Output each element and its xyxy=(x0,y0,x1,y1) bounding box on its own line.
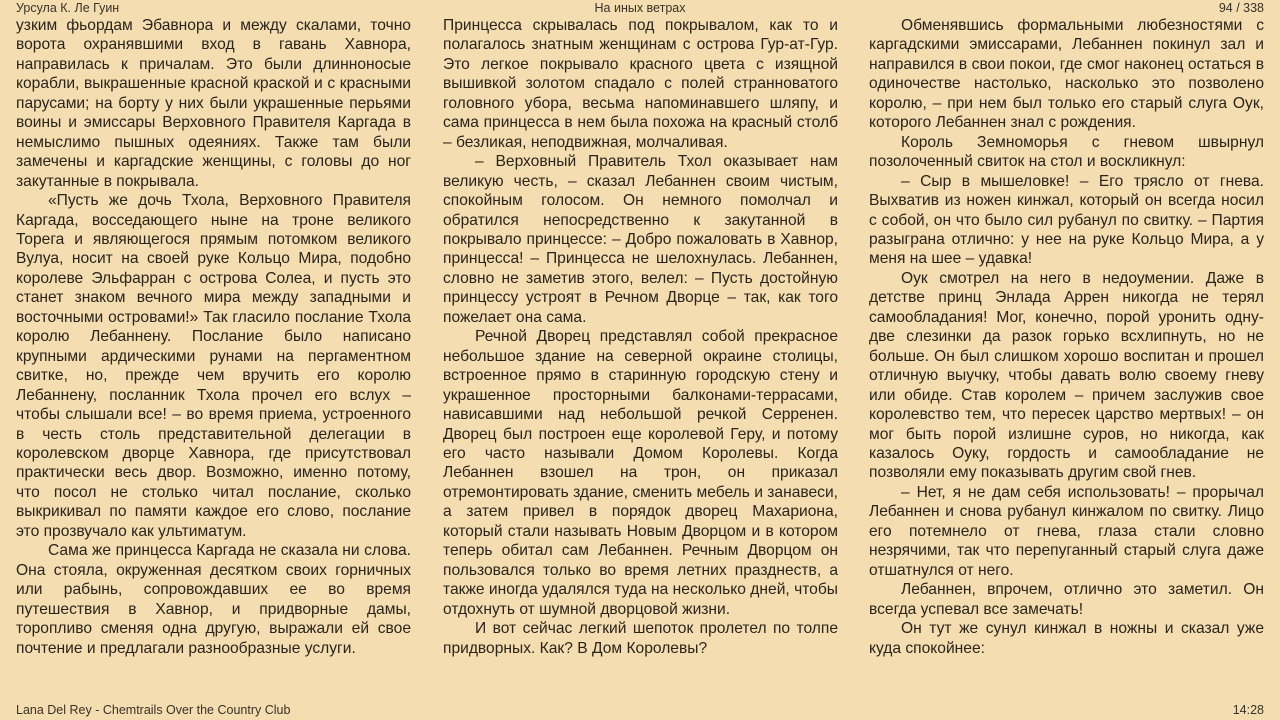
paragraph: Он тут же сунул кинжал в ножны и сказал уже куда спокойнее: xyxy=(869,620,1264,657)
paragraph: – Нет, я не дам себя использовать! – прорычал Лебаннен и снова рубанул кинжалом по свитку. Лицо его потемнело от гнева, глаза стали словно незрячими, так что перепуганный старый слуга даже отшатнулся от него. xyxy=(869,483,1264,579)
paragraph: узким фьордам Эбавнора и между скалами, точно ворота охранявшими вход в гавань Хавнора, направилась к причалам. Это были длинноносые корабли, выкрашенные красной краской и с красными парусами; на борту у них были украшенные перьями воины и эмиссары Верховного Правителя Каргада в немыслимо пышных одеяниях. Также там были замечены и каргадские женщины, с головы до ног закутанные в покрывала. xyxy=(16,17,411,190)
book-author: Урсула К. Ле Гуин xyxy=(16,1,120,15)
now-playing-track[interactable]: Lana Del Rey - Chemtrails Over the Country Club xyxy=(16,703,291,717)
paragraph: Обменявшись формальными любезностями с каргадскими эмиссарами, Лебаннен покинул зал и направился в свои покои, где смог наконец остаться в одиночестве настолько, насколько это позволено королю, – при нем был только его старый слуга Оук, которого Лебаннен знал с рождения. xyxy=(869,17,1264,132)
paragraph: Сама же принцесса Каргада не сказала ни слова. Она стояла, окруженная десятком своих горничных или рабынь, сопровождавших ее во время путешествия в Хавнор, и придворные дамы, торопливо сменяя одна другую, выражали ей свое почтение и предлагали разнообразные услуги. xyxy=(16,542,411,657)
paragraph: Речной Дворец представлял собой прекрасное небольшое здание на северной окраине столицы, встроенное прямо в старинную городскую стену и украшенное просторными балконами-террасами, нависавшими над небольшой речкой Серренен. Дворец был построен еще королевой Геру, и потому его часто называли Домом Королевы. Когда Лебаннен взошел на трон, он приказал отремонтировать здание, сменить мебель и занавеси, а затем привел в порядок дворец Махариона, который стали называть Новым Дворцом и в котором теперь обитал сам Лебаннен. Речным Дворцом он пользовался только во время летних празднеств, а также иногда удалялся туда на несколько дней, чтобы отдохнуть от шумной дворцовой жизни. xyxy=(443,328,838,618)
paragraph: Лебаннен, впрочем, отлично это заметил. Он всегда успевал все замечать! xyxy=(869,581,1264,618)
page-indicator: 94 / 338 xyxy=(1218,1,1264,15)
paragraph: – Сыр в мышеловке! – Его трясло от гнева. Выхватив из ножен кинжал, который он всегда носил с собой, он что было сил рубанул по свитку. – Партия разыграна отлично: у нее на руке Кольцо Мира, а у меня на шее – удавка! xyxy=(869,172,1264,268)
reader-footer xyxy=(0,700,1280,720)
clock: 14:28 xyxy=(1232,703,1264,717)
paragraph: Оук смотрел на него в недоумении. Даже в детстве принц Энлада Аррен никогда не терял самообладания! Мог, конечно, порой уронить одну-две слезинки да разок горько всхлипнуть, но не больше. Он был слишком хорошо воспитан и прошел отличную выучку, чтобы давать волю своему гневу или обиде. Став королем – причем заслужив свое королевство тем, что пересек царство мертвых! – он мог быть порой излишне суров, но никогда, как казалось Оуку, гордость и самообладание не позволяли ему показывать другим свой гнев. xyxy=(869,269,1264,482)
paragraph: И вот сейчас легкий шепоток пролетел по толпе придворных. Как? В Дом Королевы? xyxy=(443,620,838,657)
reading-area[interactable] xyxy=(16,16,1264,696)
book-title: На иных ветрах xyxy=(594,1,686,15)
paragraph: – Верховный Правитель Тхол оказывает нам великую честь, – сказал Лебаннен своим чистым, спокойным голосом. Он немного помолчал и обратился непосредственно к закутанной в покрывало принцессе: – Добро пожаловать в Хавнор, принцесса! – Принцесса не шелохнулась. Лебаннен, словно не заметив этого, велел: – Пусть достойную принцессу устроят в Речном Дворце – так, как того пожелает она сама. xyxy=(443,153,838,326)
paragraph: Король Земноморья с гневом швырнул позолоченный свиток на стол и воскликнул: xyxy=(869,133,1264,171)
text-column-2 xyxy=(443,16,838,696)
text-column-3 xyxy=(869,16,1264,696)
paragraph: «Пусть же дочь Тхола, Верховного Правителя Каргада, восседающего ныне на троне великого Торега и являющегося прямым потомком великого Вулуа, носит на своей руке Кольцо Мира, подобно королеве Эльфарран с острова Солеа, и пусть это станет знаком вечного мира между западными и восточными островами!» Так гласило послание Тхола королю Лебаннену. Послание было написано крупными ардическими рунами на пергаментном свитке, но, прежде чем вручить его королю Лебаннену, посланник Тхола прочел его вслух – чтобы слышали все! – во время приема, устроенного в честь столь представительной делегации в королевском дворце Хавнора, где присутствовал практически весь двор. Возможно, именно потому, что посол не столько читал послание, сколько выкрикивал по памяти каждое его слово, послание это прозвучало как ультиматум. xyxy=(16,192,411,540)
text-column-1 xyxy=(16,16,411,696)
paragraph: Принцесса скрывалась под покрывалом, как то и полагалось знатным женщинам с острова Гур-ат-Гур. Это легкое покрывало красного цвета с изящной вышивкой золотом спадало с полей странноватого головного убора, весьма напоминавшего шляпу, и сама принцесса в нем была похожа на красный столб – безликая, неподвижная, молчаливая. xyxy=(443,17,838,151)
